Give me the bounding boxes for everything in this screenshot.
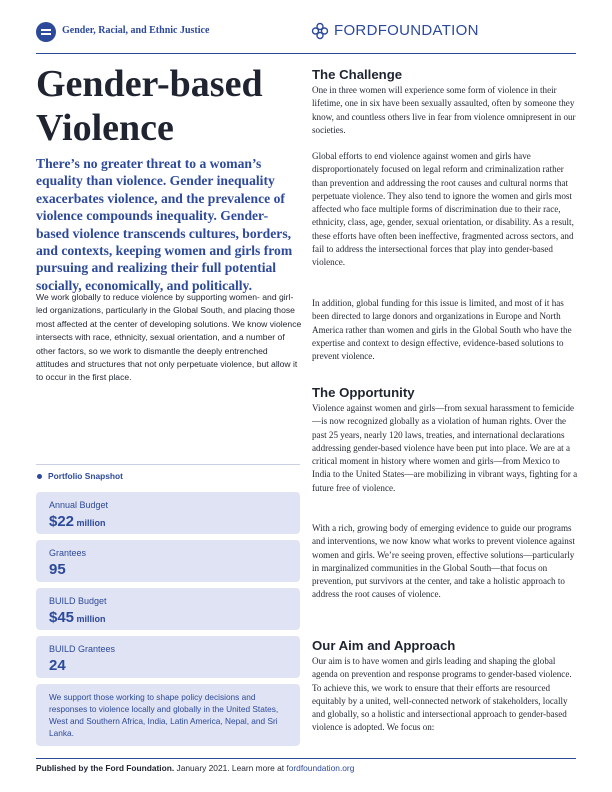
stat-value: 95 bbox=[49, 561, 66, 578]
challenge-paragraph-3: In addition, global funding for this issue is limited, and most of it has been directed to large donors and organizations in Europe and North America rather than women and girls in the Global South who have the expertise and context to design effective, evidence-based solutions to prevent violence. bbox=[312, 298, 572, 362]
stat-value: 24 bbox=[49, 657, 66, 674]
stat-label: BUILD Grantees bbox=[49, 644, 116, 654]
heading-the-challenge: The Challenge bbox=[312, 67, 403, 82]
stat-label: Annual Budget bbox=[49, 500, 109, 510]
opportunity-paragraph-1: Violence against women and girls—from sexual harassment to femicide—is now recognized globally as a violation of human rights. Over the past 25 years, nearly 120 laws, treaties, and international declarations addressing gender-based violence have been put into place. We are at a critical moment in history where women and girls—from Mexico to India to the United States—are mobilizing in vibrant ways, fighting for a future free of violence. bbox=[312, 403, 578, 493]
stat-card-build-grantees bbox=[36, 636, 300, 678]
snapshot-title-text: Portfolio Snapshot bbox=[48, 471, 123, 481]
snapshot-divider bbox=[36, 464, 300, 465]
snapshot-note-text: We support those working to shape policy decisions and responses to violence locally and globally in the United States, West and Southern Africa, India, Latin America, Nepal, and Sri Lanka. bbox=[49, 692, 279, 738]
footer-link[interactable]: fordfoundation.org bbox=[286, 763, 355, 773]
title-line-1: Gender-based bbox=[36, 63, 263, 105]
stat-value: $45 million bbox=[49, 609, 106, 626]
bullet-icon bbox=[37, 474, 42, 479]
stat-label: BUILD Budget bbox=[49, 596, 107, 606]
intro-paragraph: We work globally to reduce violence by supporting women- and girl-led organizations, particularly in the Global South, and placing those most affected at the center of developing solutions. We know violence intersects with race, ethnicity, sexual orientation, and a number of other factors, so we work to dismantle the deeply entrenched attitudes and structures that not only perpetuate violence, but allow it to occur in the first place. bbox=[36, 292, 302, 383]
lead-paragraph: There’s no greater threat to a woman’s equality than violence. Gender inequality exacerbates violence, and the prevalence of violence compounds inequality. Gender-based violence transcends cultures, borders, and contexts, keeping women and girls from pursuing and realizing their full potential socially, economically, and politically. bbox=[36, 156, 293, 293]
stat-card-annual-budget bbox=[36, 492, 300, 534]
snapshot-heading bbox=[36, 471, 123, 481]
title-line-2: Violence bbox=[36, 107, 174, 149]
ford-foundation-wordmark[interactable] bbox=[334, 22, 479, 39]
stat-value: $22 million bbox=[49, 513, 106, 530]
aim-paragraph-1: Our aim is to have women and girls leading and shaping the global agenda on prevention and response programs to gender-based violence. To achieve this, we work to ensure that their efforts are resourced equitably by a united, well-connected network of stakeholders, locally and globally, so a holistic and intersectional approach to gender-based violence is adopted. We focus on: bbox=[312, 656, 572, 733]
footer-date-text: January 2021. Learn more at bbox=[174, 763, 287, 773]
footer bbox=[36, 763, 354, 773]
page-title bbox=[36, 62, 306, 150]
heading-our-aim-and-approach: Our Aim and Approach bbox=[312, 638, 456, 653]
challenge-paragraph-2: Global efforts to end violence against women and girls have disproportionately focused on legal reform and criminalization rather than prevention and addressing the root causes and cultural norms that perpetuate violence. They also tend to ignore the women and girls most affected who face multiple forms of discrimination due to their race, ethnicity, class, age, gender, sexual orientation, or disability. As a result, these efforts have often been ineffective, fragmented across sectors, and fail to address the intersectional forces that play into gender-based violence. bbox=[312, 151, 574, 268]
footer-published: Published by the Ford Foundation. bbox=[36, 763, 175, 773]
ford-foundation-logo bbox=[311, 22, 329, 40]
section-label: Gender, Racial, and Ethnic Justice bbox=[62, 25, 210, 36]
logo-bold-text: FORD bbox=[334, 22, 378, 39]
stat-label: Grantees bbox=[49, 548, 87, 558]
stat-card-build-budget bbox=[36, 588, 300, 630]
header-divider bbox=[36, 53, 576, 54]
equality-icon bbox=[36, 22, 56, 42]
snapshot-note-card bbox=[36, 684, 300, 746]
challenge-paragraph-1: One in three women will experience some form of violence in their lifetime, one in six have been sexually assaulted, often by someone they know, and countless others live in fear from violence omnipresent in our societies. bbox=[312, 85, 576, 135]
opportunity-paragraph-2: With a rich, growing body of emerging evidence to guide our programs and interventions, we now know what works to prevent violence against women and girls. We’re seeing proven, effective solutions—particularly in marginalized communities in the Global South—that focus on prevention, put survivors at the center, and take a holistic approach to address the root causes of violence. bbox=[312, 523, 575, 600]
stat-card-grantees bbox=[36, 540, 300, 582]
logo-light-text: FOUNDATION bbox=[377, 22, 479, 39]
footer-divider bbox=[36, 758, 576, 759]
heading-the-opportunity: The Opportunity bbox=[312, 385, 415, 400]
